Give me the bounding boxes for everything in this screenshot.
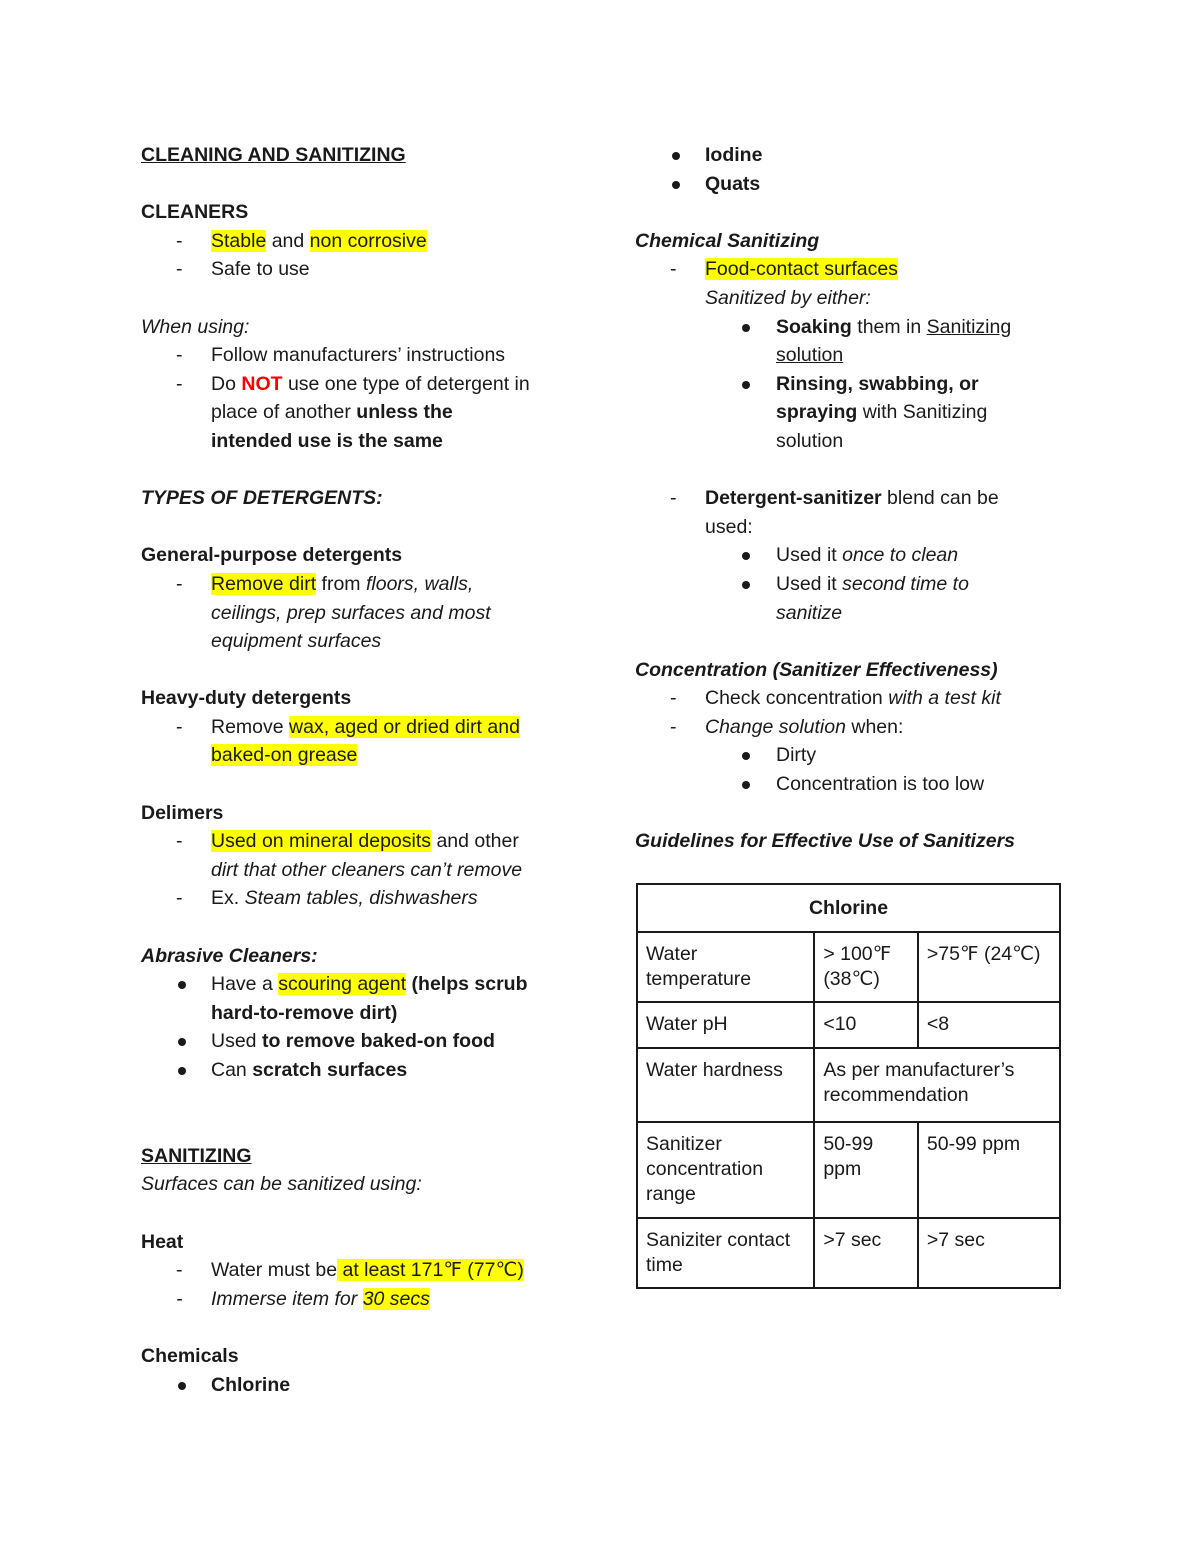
list-item-continuation: hard-to-remove dirt): [211, 1001, 398, 1024]
list-item-continuation: solution: [776, 429, 844, 452]
dash-bullet: -: [670, 715, 677, 738]
list-item: Dirty: [635, 741, 1075, 770]
heavy-heading: Heavy-duty detergents: [141, 687, 352, 710]
list-item-continuation: sanitize: [776, 601, 843, 624]
dash-bullet: -: [670, 687, 677, 710]
list-item: Chlorine: [141, 1371, 581, 1400]
list-item: - Ex. Steam tables, dishwashers: [141, 884, 581, 913]
dash-bullet: -: [176, 344, 183, 367]
list-item: Used it once to clean: [635, 541, 1075, 570]
table-cell: 50-99 ppm: [814, 1122, 918, 1218]
dash-bullet: -: [176, 372, 183, 395]
list-item: - Remove wax, aged or dried dirt and: [141, 713, 581, 742]
heat-heading: Heat: [141, 1230, 184, 1253]
guidelines-heading: Guidelines for Effective Use of Sanitizers: [635, 830, 1016, 853]
dash-bullet: -: [176, 715, 183, 738]
list-item: Can scratch surfaces: [141, 1056, 581, 1085]
right-column: [635, 141, 1075, 856]
dash-bullet: -: [176, 1259, 183, 1282]
bullet-icon: [178, 1038, 186, 1046]
sanitizing-heading: SANITIZING: [141, 1144, 252, 1167]
list-item: Quats: [635, 170, 1075, 199]
abrasive-heading: Abrasive Cleaners:: [141, 944, 318, 967]
dash-bullet: -: [176, 572, 183, 595]
dash-bullet: -: [176, 887, 183, 910]
list-item-continuation: spraying with Sanitizing: [776, 401, 988, 424]
table-cell: <10: [814, 1002, 918, 1048]
concentration-heading: Concentration (Sanitizer Effectiveness): [635, 658, 998, 681]
bullet-icon: [742, 552, 750, 560]
table-cell-label: Water hardness: [637, 1048, 814, 1122]
list-item-continuation: equipment surfaces: [211, 630, 382, 653]
list-item-continuation: ceilings, prep surfaces and most: [211, 601, 491, 624]
table-row: [637, 1002, 1060, 1048]
list-item-continuation: used:: [705, 515, 753, 538]
bullet-icon: [742, 752, 750, 760]
list-item: Concentration is too low: [635, 770, 1075, 799]
list-item-continuation: solution: [776, 344, 844, 367]
not-warning: NOT: [241, 372, 283, 395]
bullet-icon: [742, 381, 750, 389]
list-item-continuation: baked-on grease: [211, 744, 358, 767]
list-item: Rinsing, swabbing, or: [635, 370, 1075, 399]
dash-bullet: -: [670, 258, 677, 281]
delimers-heading: Delimers: [141, 801, 224, 824]
table-row: [637, 1048, 1060, 1122]
table-row: [637, 932, 1060, 1002]
sanitizing-subtitle: Surfaces can be sanitized using:: [141, 1173, 422, 1196]
chemicals-heading: Chemicals: [141, 1344, 239, 1367]
table-cell-label: Sanitizer concentration range: [637, 1122, 814, 1218]
table-header-chlorine: Chlorine: [637, 884, 1060, 932]
table-cell: >75℉ (24℃): [918, 932, 1060, 1002]
types-heading: TYPES OF DETERGENTS:: [141, 487, 383, 510]
when-using-label: When using:: [141, 315, 250, 338]
table-row: [637, 1218, 1060, 1288]
dash-bullet: -: [176, 229, 183, 252]
list-item: - Immerse item for 30 secs: [141, 1285, 581, 1314]
bullet-icon: [178, 1067, 186, 1075]
general-heading: General-purpose detergents: [141, 544, 403, 567]
bullet-icon: [742, 324, 750, 332]
cleaners-heading: CLEANERS: [141, 201, 249, 224]
chemical-sanitizing-heading: Chemical Sanitizing: [635, 229, 820, 252]
bullet-icon: [672, 152, 680, 160]
document-title: CLEANING AND SANITIZING: [141, 144, 406, 166]
list-item: Iodine: [635, 141, 1075, 170]
dash-bullet: -: [670, 487, 677, 510]
table-cell: > 100℉ (38℃): [814, 932, 918, 1002]
table-header-row: [637, 884, 1060, 932]
dash-bullet: -: [176, 830, 183, 853]
bullet-icon: [178, 1382, 186, 1390]
list-item: - Check concentration with a test kit: [635, 684, 1075, 713]
table-cell: >7 sec: [918, 1218, 1060, 1288]
list-item-continuation: Sanitized by either:: [705, 286, 871, 309]
bullet-icon: [178, 981, 186, 989]
list-item: Have a scouring agent (helps scrub: [141, 970, 581, 999]
table-row: [637, 1122, 1060, 1218]
table-cell: As per manufacturer’s recommendation: [814, 1048, 1060, 1122]
list-item-continuation: intended use is the same: [211, 429, 443, 452]
list-item: - Follow manufacturers’ instructions: [141, 341, 581, 370]
table-cell-label: Saniziter contact time: [637, 1218, 814, 1288]
table-cell: 50-99 ppm: [918, 1122, 1060, 1218]
list-item: - Change solution when:: [635, 713, 1075, 742]
dash-bullet: -: [176, 1287, 183, 1310]
list-item: Soaking them in Sanitizing: [635, 313, 1075, 342]
list-item: - Used on mineral deposits and other: [141, 827, 581, 856]
list-item: Used it second time to: [635, 570, 1075, 599]
list-item: - Stable and non corrosive: [141, 227, 581, 256]
table-cell-label: Water pH: [637, 1002, 814, 1048]
bullet-icon: [742, 581, 750, 589]
sanitizer-guidelines-table: [636, 883, 1061, 1289]
bullet-icon: [672, 181, 680, 189]
list-item: - Detergent-sanitizer blend can be: [635, 484, 1075, 513]
list-item: - Food-contact surfaces: [635, 255, 1075, 284]
list-item: - Water must be at least 171℉ (77℃): [141, 1256, 581, 1285]
table-cell: >7 sec: [814, 1218, 918, 1288]
dash-bullet: -: [176, 258, 183, 281]
list-item: - Remove dirt from floors, walls,: [141, 570, 581, 599]
table-cell: <8: [918, 1002, 1060, 1048]
list-item-continuation: place of another unless the: [211, 401, 453, 424]
list-item: - Safe to use: [141, 255, 581, 284]
list-item-continuation: dirt that other cleaners can’t remove: [211, 858, 523, 881]
table-cell-label: Water temperature: [637, 932, 814, 1002]
list-item: - Do NOT use one type of detergent in: [141, 370, 581, 399]
left-column: [141, 141, 581, 1399]
bullet-icon: [742, 781, 750, 789]
list-item: Used to remove baked-on food: [141, 1027, 581, 1056]
